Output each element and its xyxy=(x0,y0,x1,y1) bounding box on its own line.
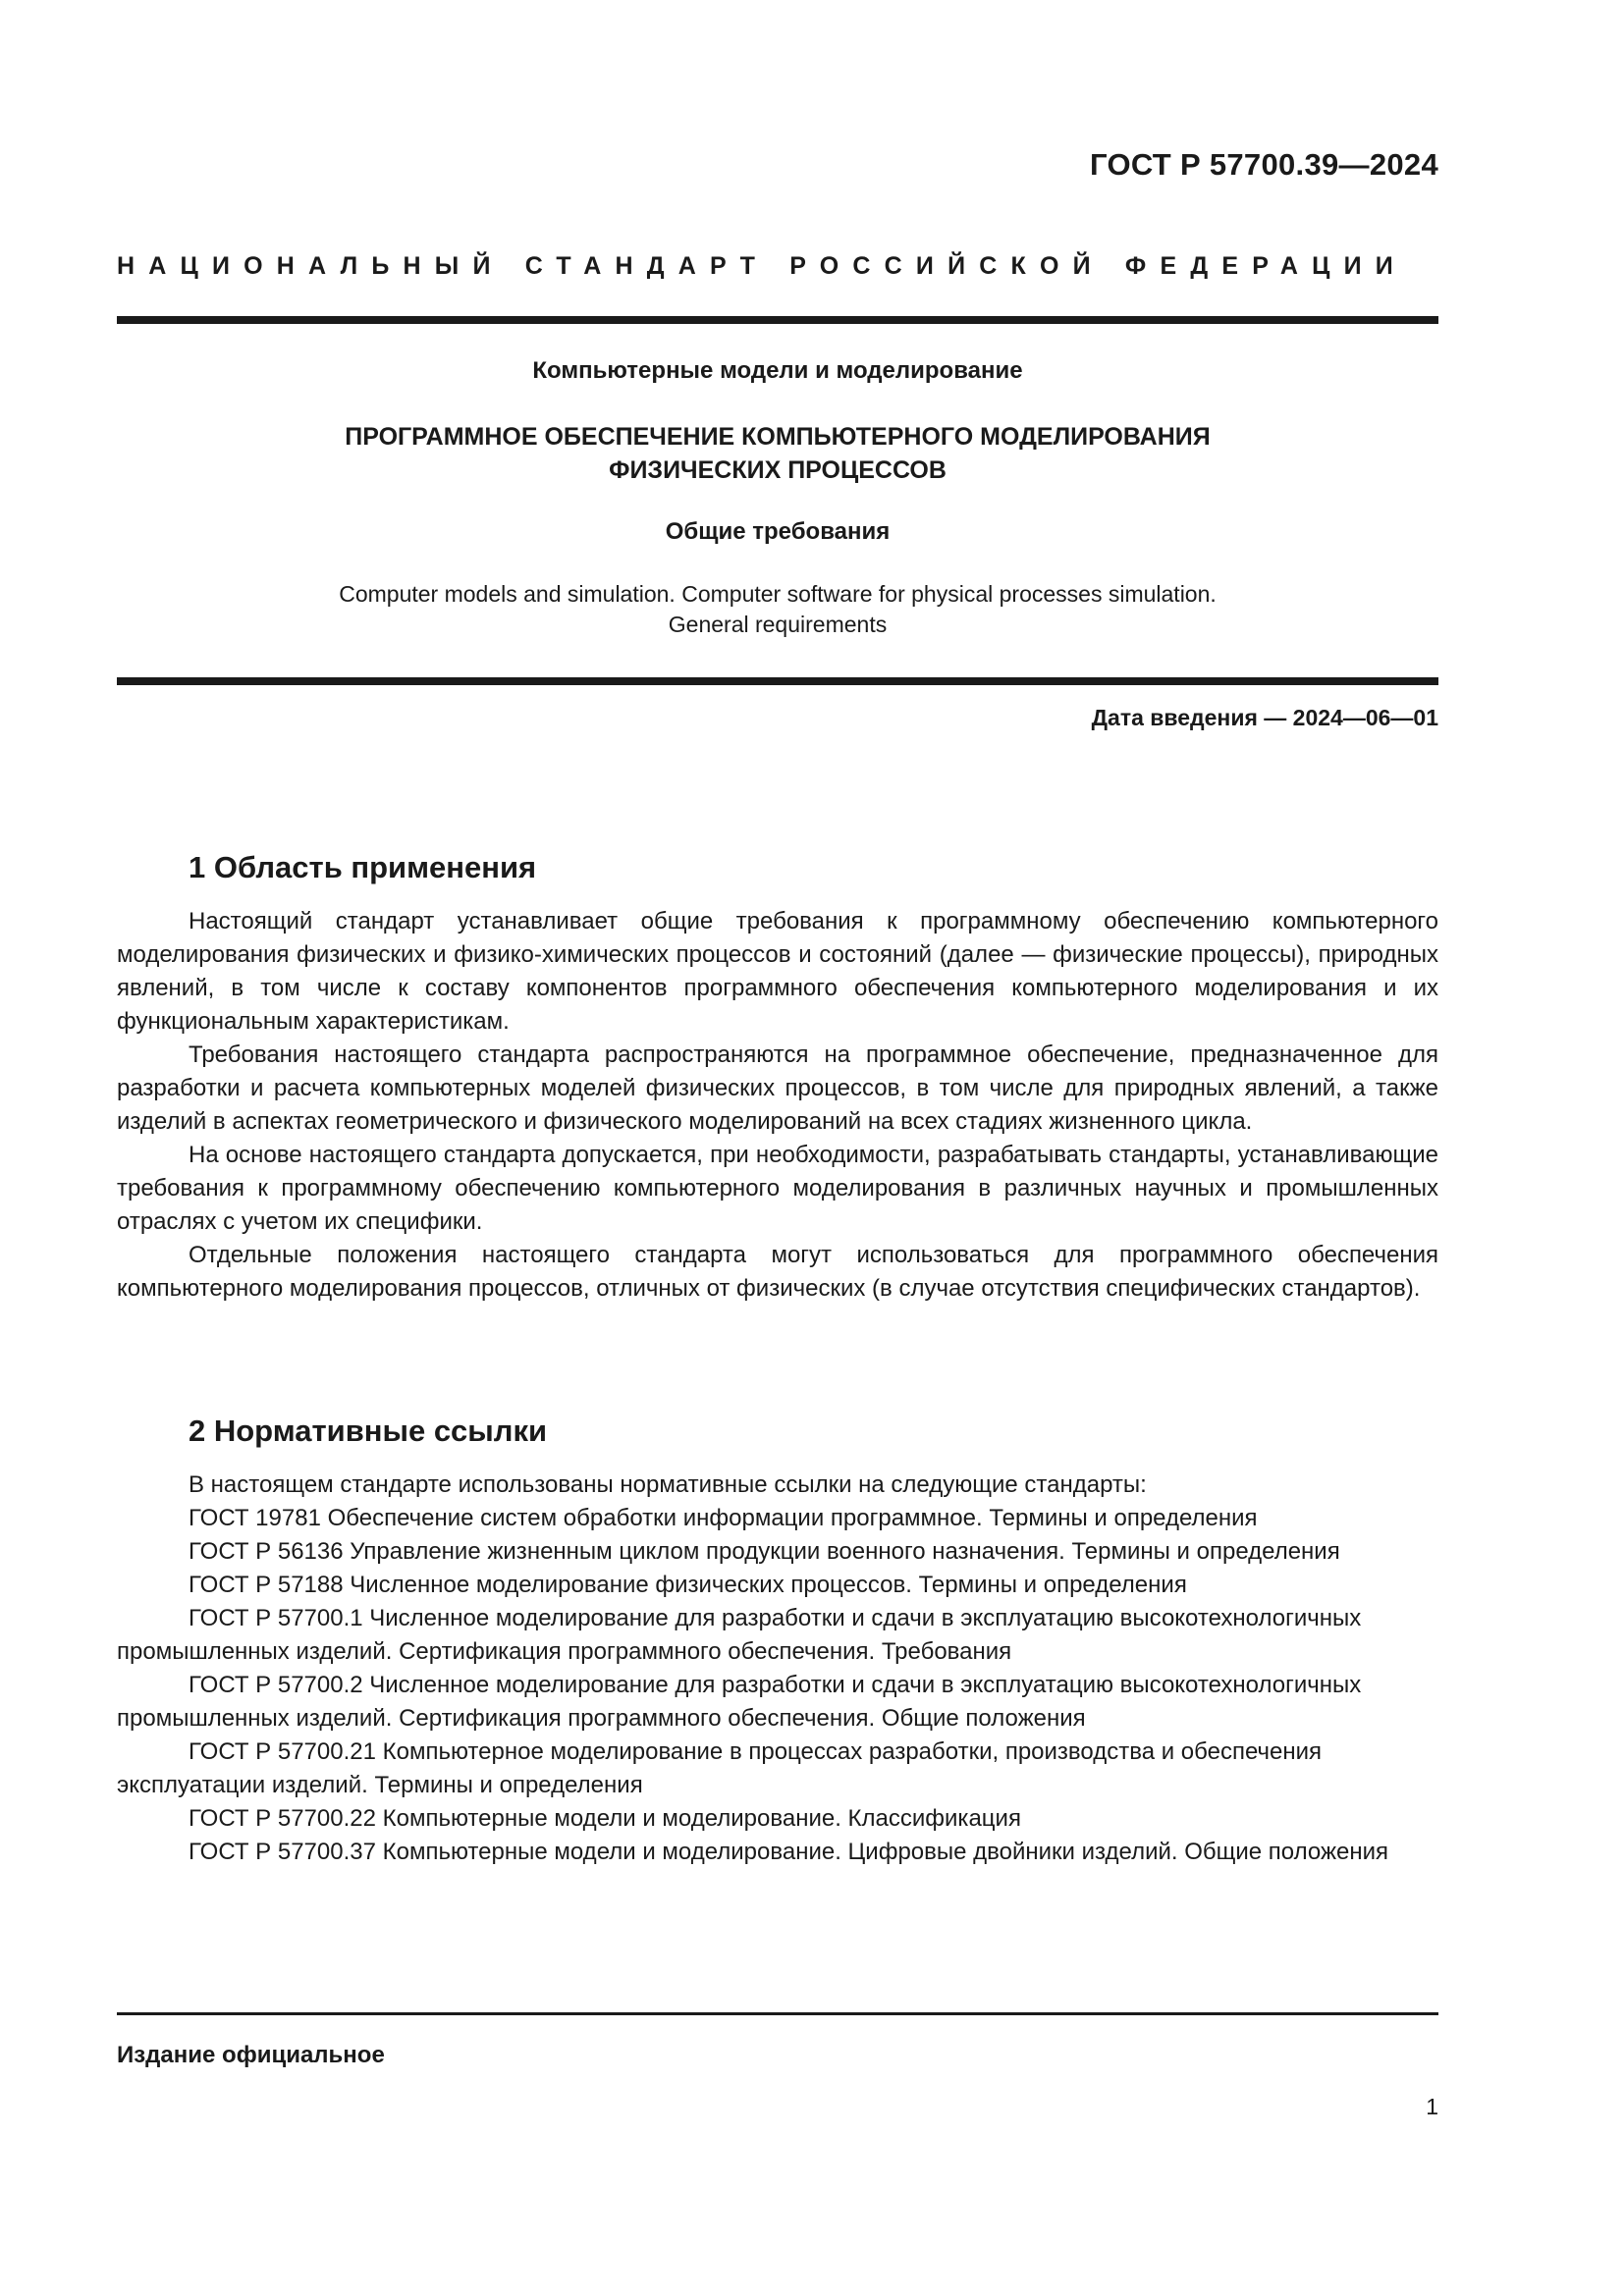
paragraph: Отдельные положения настоящего стандарта могут использоваться для программного обеспечения компьютерного моделирования процессов, отличных от физических (в случае отсутствия специфических стандартов). xyxy=(117,1242,1438,1302)
introduction-date: Дата введения — 2024—06—01 xyxy=(1091,705,1438,730)
reference-item: ГОСТ 19781 Обеспечение систем обработки информации программное. Термины и определения xyxy=(189,1505,1258,1531)
english-title-line-2: General requirements xyxy=(668,612,888,637)
section-scope xyxy=(117,850,1438,1306)
reference-item: ГОСТ Р 57700.21 Компьютерное моделирование в процессах разработки, производства и обеспечения эксплуатации изделий. Термины и определения xyxy=(117,1738,1323,1798)
document-number: ГОСТ Р 57700.39—2024 xyxy=(1090,147,1438,182)
main-title xyxy=(117,420,1438,487)
paragraph: В настоящем стандарте использованы нормативные ссылки на следующие стандарты: xyxy=(189,1471,1147,1498)
english-title-line-1: Computer models and simulation. Computer software for physical processes simulation. xyxy=(339,581,1217,607)
subtitle: Общие требования xyxy=(665,518,891,545)
top-divider xyxy=(117,316,1438,324)
reference-item: ГОСТ Р 56136 Управление жизненным циклом продукции военного назначения. Термины и определения xyxy=(189,1538,1340,1565)
reference-item: ГОСТ Р 57700.37 Компьютерные модели и моделирование. Цифровые двойники изделий. Общие положения xyxy=(189,1839,1389,1865)
section-heading: 2 Нормативные ссылки xyxy=(189,1414,548,1448)
reference-item: ГОСТ Р 57700.2 Численное моделирование для разработки и сдачи в эксплуатацию высокотехнологичных промышленных изделий. Сертификация программного обеспечения. Общие положения xyxy=(117,1672,1362,1732)
series-title: Компьютерные модели и моделирование xyxy=(532,357,1023,384)
reference-item: ГОСТ Р 57700.1 Численное моделирование для разработки и сдачи в эксплуатацию высокотехнологичных промышленных изделий. Сертификация программного обеспечения. Требования xyxy=(117,1605,1362,1665)
footer-divider xyxy=(117,2012,1438,2015)
paragraph: Требования настоящего стандарта распространяются на программное обеспечение, предназначенное для разработки и расчета компьютерных моделей физических процессов, в том числе для природных явлений, а также изделий в аспектах геометрического и физического моделирований на всех стадиях жизненного цикла. xyxy=(117,1041,1438,1135)
national-standard-banner: НАЦИОНАЛЬНЫЙ СТАНДАРТ РОССИЙСКОЙ ФЕДЕРАЦИИ xyxy=(117,252,1407,280)
main-title-line-1: ПРОГРАММНОЕ ОБЕСПЕЧЕНИЕ КОМПЬЮТЕРНОГО МОДЕЛИРОВАНИЯ xyxy=(345,423,1211,451)
official-edition-label: Издание официальное xyxy=(117,2042,385,2068)
paragraph: На основе настоящего стандарта допускается, при необходимости, разрабатывать стандарты, устанавливающие требования к программному обеспечению компьютерного моделирования в различных научных и промышленных отраслях с учетом их специфики. xyxy=(117,1142,1438,1235)
page-number: 1 xyxy=(1426,2094,1438,2119)
middle-divider xyxy=(117,677,1438,685)
section-heading: 1 Область применения xyxy=(189,850,537,884)
reference-item: ГОСТ Р 57188 Численное моделирование физических процессов. Термины и определения xyxy=(189,1572,1187,1598)
section-normative-references xyxy=(117,1414,1438,1869)
main-title-line-2: ФИЗИЧЕСКИХ ПРОЦЕССОВ xyxy=(609,456,947,484)
reference-item: ГОСТ Р 57700.22 Компьютерные модели и моделирование. Классификация xyxy=(189,1805,1021,1832)
document-page xyxy=(117,0,1438,2296)
english-title xyxy=(117,579,1438,640)
paragraph: Настоящий стандарт устанавливает общие требования к программному обеспечению компьютерного моделирования физических и физико-химических процессов и состояний (далее — физические процессы), природных явлений, в том числе к составу компонентов программного обеспечения компьютерного моделирования и их функциональным характеристикам. xyxy=(117,908,1438,1035)
